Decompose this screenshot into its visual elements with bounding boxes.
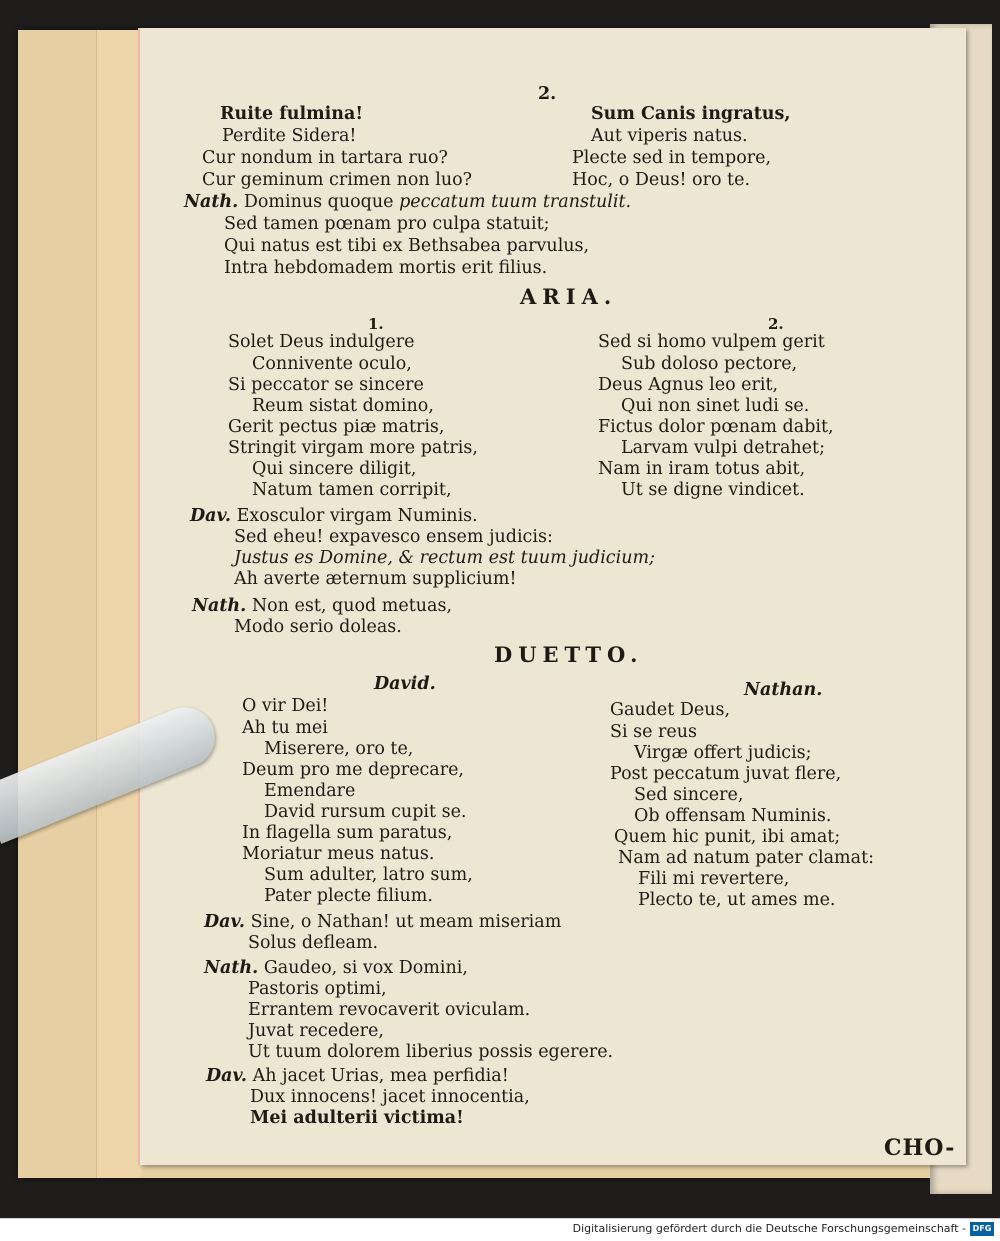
opening-right-line: Sum Canis ingratus, <box>591 104 791 124</box>
speaker-label: Dav. <box>190 506 232 526</box>
opening-left-line: Perdite Sidera! <box>222 126 357 146</box>
duetto-singer-right: Nathan. <box>744 680 823 700</box>
speech-line: Modo serio doleas. <box>234 617 402 637</box>
book-page <box>140 28 966 1165</box>
duetto-left-line: O vir Dei! <box>242 696 329 716</box>
speech-nath-2 <box>192 596 452 617</box>
speaker-label: Nath. <box>204 958 259 978</box>
duetto-right-line: Sed sincere, <box>634 785 744 805</box>
aria-right-line: Qui non sinet ludi se. <box>621 396 810 416</box>
speech-line: Dux innocens! jacet innocentia, <box>250 1087 530 1107</box>
duetto-right-line: Quem hic punit, ibi amat; <box>614 827 841 847</box>
duetto-heading: DUETTO. <box>494 642 644 667</box>
aria-right-line: Nam in iram totus abit, <box>598 459 806 479</box>
speaker-label: Dav. <box>206 1066 248 1086</box>
aria-right-line: Larvam vulpi detrahet; <box>621 438 825 458</box>
duetto-left-line: Deum pro me deprecare, <box>242 760 464 780</box>
duetto-left-line: Moriatur meus natus. <box>242 844 435 864</box>
aria-right-line: Ut se digne vindicet. <box>621 480 805 500</box>
opening-left-line: Cur geminum crimen non luo? <box>202 170 473 190</box>
duetto-left-line: In flagella sum paratus, <box>242 823 453 843</box>
speech-text: Ah jacet Urias, mea perfidia! <box>252 1066 509 1086</box>
catchword: CHO- <box>884 1135 956 1161</box>
aria-left-line: Connivente oculo, <box>252 354 412 374</box>
duetto-singer-left: David. <box>374 674 436 694</box>
aria-right-line: Sed si homo vulpem gerit <box>598 332 825 352</box>
aria-left-line: Gerit pectus piæ matris, <box>228 417 445 437</box>
duetto-right-line: Nam ad natum pater clamat: <box>618 848 875 868</box>
duetto-left-line: Miserere, oro te, <box>264 739 414 759</box>
aria-stanza-number: 2. <box>768 315 784 333</box>
duetto-right-line: Gaudet Deus, <box>610 700 731 720</box>
aria-left-line: Si peccator se sincere <box>228 375 424 395</box>
duetto-right-line: Fili mi revertere, <box>638 869 790 889</box>
opening-left-line: Cur nondum in tartara ruo? <box>202 148 448 168</box>
speech-dav-1 <box>190 506 478 527</box>
speech-text: Dominus quoque <box>243 192 400 212</box>
speech-line: Pastoris optimi, <box>248 979 387 999</box>
aria-right-line: Fictus dolor pœnam dabit, <box>598 417 834 437</box>
aria-heading: ARIA. <box>520 284 618 309</box>
speech-dav-2 <box>204 912 561 933</box>
speech-line: Sed tamen pœnam pro culpa statuit; <box>224 214 550 234</box>
opening-right-line: Aut viperis natus. <box>591 126 748 146</box>
duetto-right-line: Virgæ offert judicis; <box>634 743 812 763</box>
duetto-right-line: Post peccatum juvat flere, <box>610 764 842 784</box>
duetto-left-line: Pater plecte filium. <box>264 886 433 906</box>
speech-line: Sed eheu! expavesco ensem judicis: <box>234 527 553 547</box>
opening-right-line: Hoc, o Deus! oro te. <box>572 170 751 190</box>
speech-text: Non est, quod metuas, <box>251 596 453 616</box>
aria-left-line: Solet Deus indulgere <box>228 332 415 352</box>
duetto-right-line: Plecto te, ut ames me. <box>638 890 836 910</box>
speech-line: Juvat recedere, <box>248 1021 384 1041</box>
aria-left-line: Stringit virgam more patris, <box>228 438 478 458</box>
speech-dav-3 <box>206 1066 509 1087</box>
speaker-label: Dav. <box>204 912 246 932</box>
speech-line: Qui natus est tibi ex Bethsabea parvulus, <box>224 236 590 256</box>
speech-line: Mei adulterii victima! <box>250 1108 464 1128</box>
speech-line: Ah averte æternum supplicium! <box>234 569 517 589</box>
duetto-left-line: Ah tu mei <box>242 718 328 738</box>
speech-nath-3 <box>204 958 468 979</box>
speech-text: Gaudeo, si vox Domini, <box>263 958 468 978</box>
speech-line-italic: Justus es Domine, & rectum est tuum judicium; <box>234 548 655 568</box>
opening-right-line: Plecte sed in tempore, <box>572 148 772 168</box>
aria-stanza-number: 1. <box>368 315 384 333</box>
page-number: 2. <box>538 84 557 104</box>
speech-line: Solus defleam. <box>248 933 379 953</box>
speaker-label: Nath. <box>184 192 239 212</box>
speech-text: Sine, o Nathan! ut meam miseriam <box>250 912 562 932</box>
duetto-right-line: Ob offensam Numinis. <box>634 806 832 826</box>
speech-text: Exosculor virgam Numinis. <box>236 506 478 526</box>
aria-right-line: Deus Agnus leo erit, <box>598 375 779 395</box>
aria-left-line: Qui sincere diligit, <box>252 459 417 479</box>
dfg-logo: DFG <box>970 1222 994 1236</box>
opening-left-line: Ruite fulmina! <box>220 104 364 124</box>
speaker-label: Nath. <box>192 596 247 616</box>
aria-right-line: Sub doloso pectore, <box>621 354 798 374</box>
speech-line: Intra hebdomadem mortis erit filius. <box>224 258 548 278</box>
duetto-right-line: Si se reus <box>610 722 698 742</box>
footer-bar <box>0 1218 1000 1241</box>
speech-nath-1 <box>184 192 631 213</box>
book-spine-fold <box>96 30 141 1178</box>
aria-left-line: Reum sistat domino, <box>252 396 434 416</box>
aria-left-line: Natum tamen corripit, <box>252 480 452 500</box>
footer-credit: Digitalisierung gefördert durch die Deutsche Forschungsgemeinschaft - <box>572 1222 966 1235</box>
duetto-left-line: Sum adulter, latro sum, <box>264 865 473 885</box>
duetto-left-line: Emendare <box>264 781 356 801</box>
speech-line: Errantem revocaverit oviculam. <box>248 1000 531 1020</box>
speech-text-italic: peccatum tuum transtulit. <box>399 192 632 212</box>
duetto-left-line: David rursum cupit se. <box>264 802 467 822</box>
speech-line: Ut tuum dolorem liberius possis egerere. <box>248 1042 614 1062</box>
